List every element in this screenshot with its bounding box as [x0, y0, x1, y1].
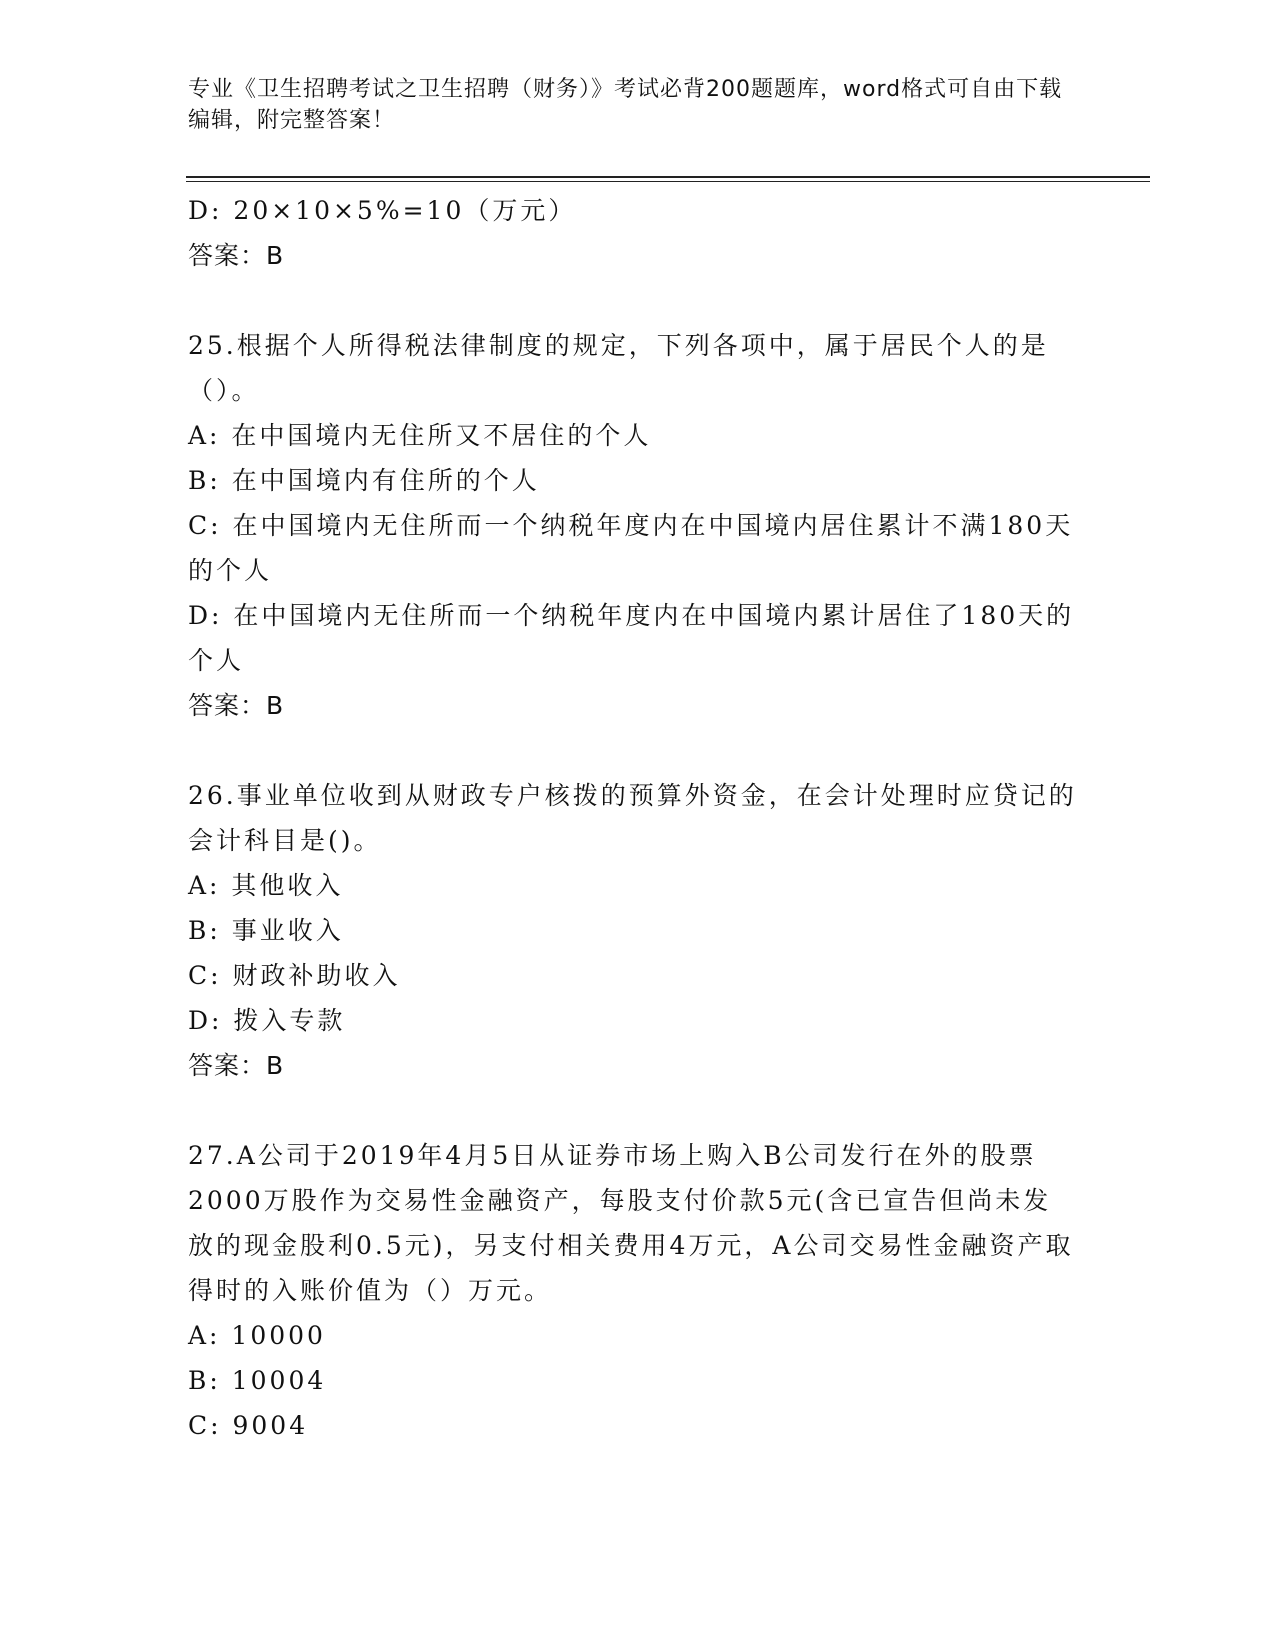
option-d: D: 拨入专款 — [188, 1006, 346, 1035]
option-a: A: 10000 — [188, 1321, 326, 1350]
option-c: C: 9004 — [188, 1411, 309, 1440]
option-a: A: 在中国境内无住所又不居住的个人 — [188, 421, 652, 450]
answer-line: 答案：B — [188, 241, 285, 270]
header-divider-thick — [186, 176, 1150, 178]
question-25 — [188, 323, 1078, 728]
page-header: 专业《卫生招聘考试之卫生招聘（财务）》考试必背200题题库，word格式可自由下载编辑，附完整答案！ — [188, 77, 1063, 133]
option-d: D: 20×10×5%=10（万元） — [188, 196, 577, 225]
question-26 — [188, 773, 1078, 1088]
option-a: A: 其他收入 — [188, 871, 344, 900]
option-b: B: 事业收入 — [188, 916, 344, 945]
question-stem: 25.根据个人所得税法律制度的规定，下列各项中，属于居民个人的是（）。 — [188, 331, 1049, 405]
answer-line: 答案：B — [188, 691, 285, 720]
option-d: D: 在中国境内无住所而一个纳税年度内在中国境内累计居住了180天的个人 — [188, 601, 1075, 675]
previous-question-tail — [188, 188, 1078, 278]
document-body — [188, 188, 1078, 1448]
header-divider-thin — [186, 181, 1150, 182]
option-c: C: 财政补助收入 — [188, 961, 401, 990]
option-b: B: 在中国境内有住所的个人 — [188, 466, 540, 495]
option-c: C: 在中国境内无住所而一个纳税年度内在中国境内居住累计不满180天的个人 — [188, 511, 1074, 585]
question-27 — [188, 1133, 1078, 1448]
option-b: B: 10004 — [188, 1366, 327, 1395]
answer-line: 答案：B — [188, 1051, 285, 1080]
question-stem: 26.事业单位收到从财政专户核拨的预算外资金，在会计处理时应贷记的会计科目是()。 — [188, 781, 1077, 855]
question-stem: 27.A公司于2019年4月5日从证券市场上购入B公司发行在外的股票2000万股作为交易性金融资产，每股支付价款5元(含已宣告但尚未发放的现金股利0.5元)，另支付相关费用4万元，A公司交易性金融资产取得时的入账价值为（）万元。 — [188, 1141, 1074, 1305]
